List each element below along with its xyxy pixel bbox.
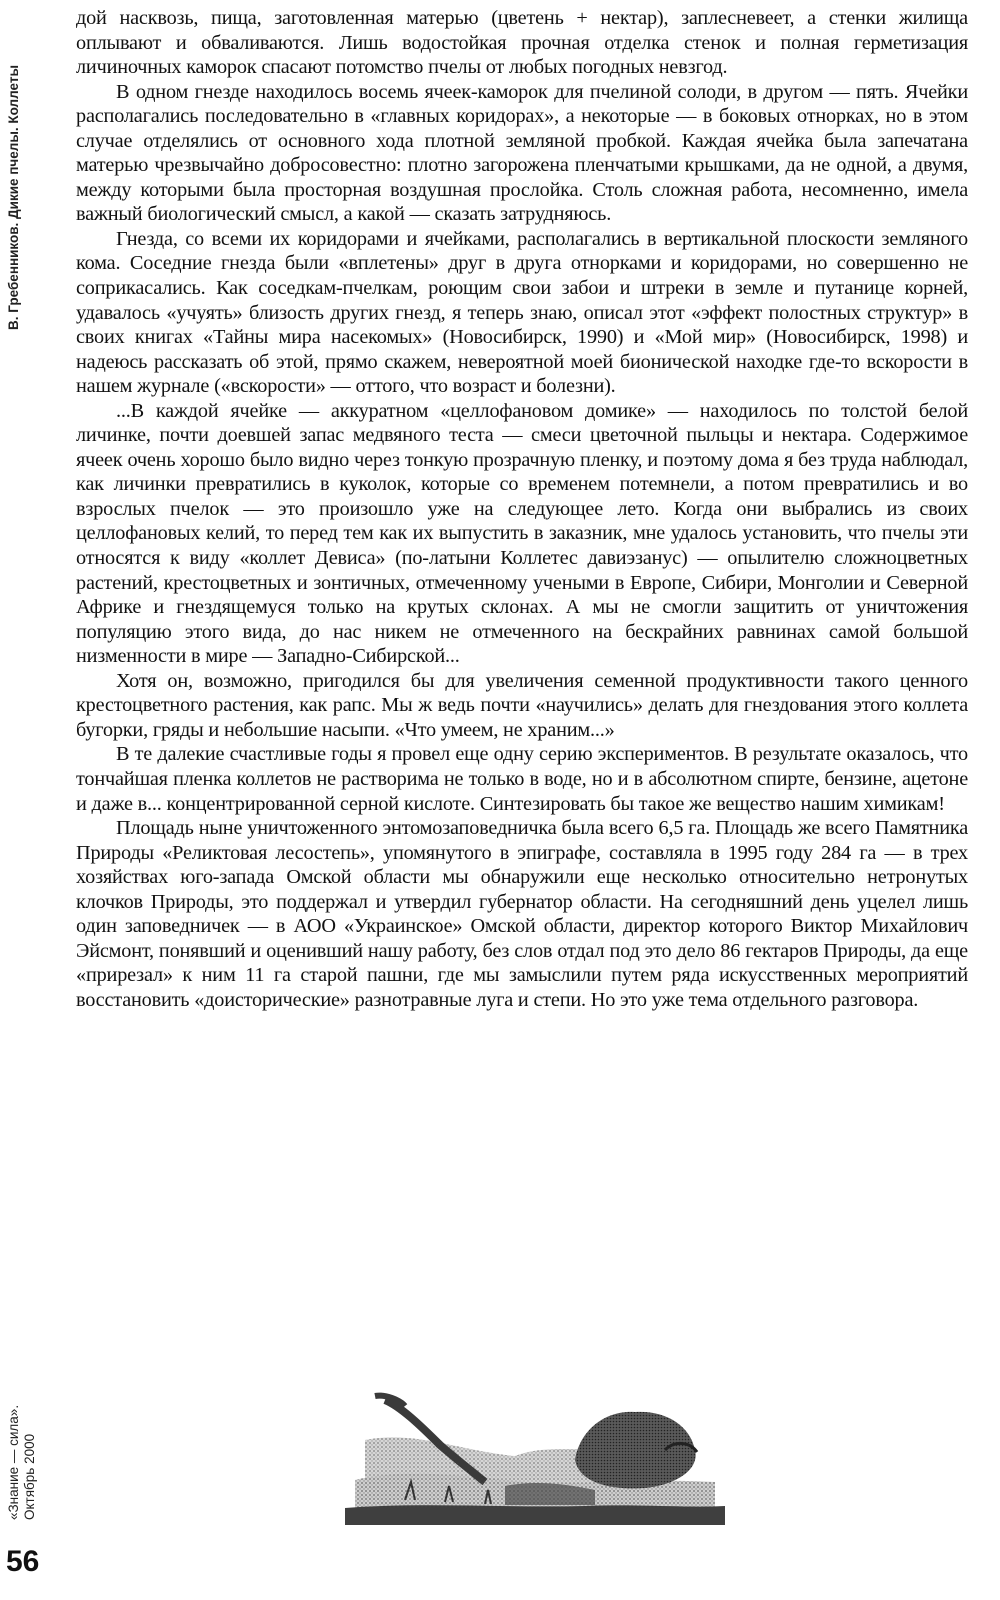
paragraph: Гнезда, со всеми их коридорами и ячейками, располагались в вертикальной плоскости земляного кома. Соседние гнезда были «вплетены» друг в друга отнорками и коридорами, но совершенно не соприкасались. Как соседкам-пчелкам, роющим свои забои и штреки в земле и путанице корней, удавалось «учуять» близость других гнезд, я теперь знаю, описал этот «эффект полостных структур» в своих книгах «Тайны мира насекомых» (Новосибирск, 1990) и «Мой мир» (Новосибирск, 1998) и надеюсь рассказать об этой, прямо скажем, невероятной моей бионической находке где-то вскорости в нашем журнале («вскорости» — оттого, что возраст и болезни). [76,227,968,398]
running-title-text: В. Гребенников. Дикие пчелы. Коллеты [6,65,21,330]
paragraph: В одном гнезде находилось восемь ячеек-каморок для пчелиной солоди, в другом — пять. Ячейки располагались последовательно в «главных коридорах», а некоторые — в боковых отнорках, но в этом случае отделялись от основного хода плотной земляной пробкой. Каждая ячейка была запечатана матерью чрезвычайно добросовестно: плотно загорожена пленчатыми крышками, да не одной, а двумя, между которыми была просторная воздушная прослойка. Столь сложная работа, несомненно, имела важный биологический смысл, а какой — сказать затрудняюсь. [76,80,968,226]
paragraph: ...В каждой ячейке — аккуратном «целлофановом домике» — находилось по толстой белой личинке, почти доевшей запас медвяного теста — смеси цветочной пыльцы и нектара. Содержимое ячеек очень хорошо было видно через тонкую прозрачную пленку, и поэтому дома я без труда наблюдал, как личинки превратились в куколок, которые со временем потемнели, а потом превратились и во взрослых пчелок — это произошло уже на следующее лето. Когда они выбрались из своих целлофановых келий, то перед тем как их выпустить в заказник, мне удалось установить, что пчелы эти относятся к виду «коллет Девиса» (по-латыни Коллетес давиэзанус) — опылителю сложноцветных растений, крестоцветных и зонтичных, отмеченному учеными в Европе, Сибири, Монголии и Северной Африке и гнездящемуся только на крутых склонах. А мы не смогли защитить от уничтожения популяцию этого вида, до нас никем не отмеченного на бескрайних равнинах самой большой низменности в мире — Западно-Сибирской... [76,399,968,668]
article-body [76,6,968,1012]
page-number: 56 [6,1545,40,1578]
journal-issue: Октябрь 2000 [22,1433,37,1520]
paragraph: В те далекие счастливые годы я провел еще одну серию экспериментов. В результате оказалось, что тончайшая пленка коллетов не растворима не только в воде, но и в абсолютном спирте, бензине, ацетоне и даже в... концентрированной серной кислоте. Синтезировать бы такое же вещество нашим химикам! [76,743,968,815]
running-title [2,20,28,330]
journal-credit [2,1370,42,1520]
journal-name: «Знание — сила». [6,1404,21,1520]
paragraph: дой насквозь, пища, заготовленная матерью (цветень + нектар), заплесневеет, а стенки жилища оплывают и обваливаются. Лишь водостойкая прочная отделка стенок и полная герметизация личиночных каморок спасают потомство пчелы от любых погодных невзгод. [76,7,968,79]
landscape-drawing [345,1390,725,1525]
landscape-illustration [345,1390,725,1525]
paragraph: Хотя он, возможно, пригодился бы для увеличения семенной продуктивности такого ценного крестоцветного растения, как рапс. Мы ж ведь почти «научились» делать для гнездования этого коллета бугорки, гряды и небольшие насыпи. «Что умеем, не храним...» [76,669,968,741]
paragraph: Площадь ныне уничтоженного энтомозаповедничка была всего 6,5 га. Площадь же всего Памятника Природы «Реликтовая лесостепь», упомянутого в эпиграфе, составляла в 1995 году 284 га — в трех хозяйствах юго-запада Омской области мы обнаружили еще несколько относительно нетронутых клочков Природы, это поддержал и утвердил губернатор области. На сегодняшний день уцелел лишь один заповедничек — в АОО «Украинское» Омской области, директор которого Виктор Михайлович Эйсмонт, понявший и оценивший нашу работу, без слов отдал под это дело 86 гектаров Природы, да еще «прирезал» к ним 11 га старой пашни, где мы замыслили путем ряда искусственных мероприятий восстановить «доисторические» разнотравные луга и степи. Но это уже тема отдельного разговора. [76,817,968,1011]
